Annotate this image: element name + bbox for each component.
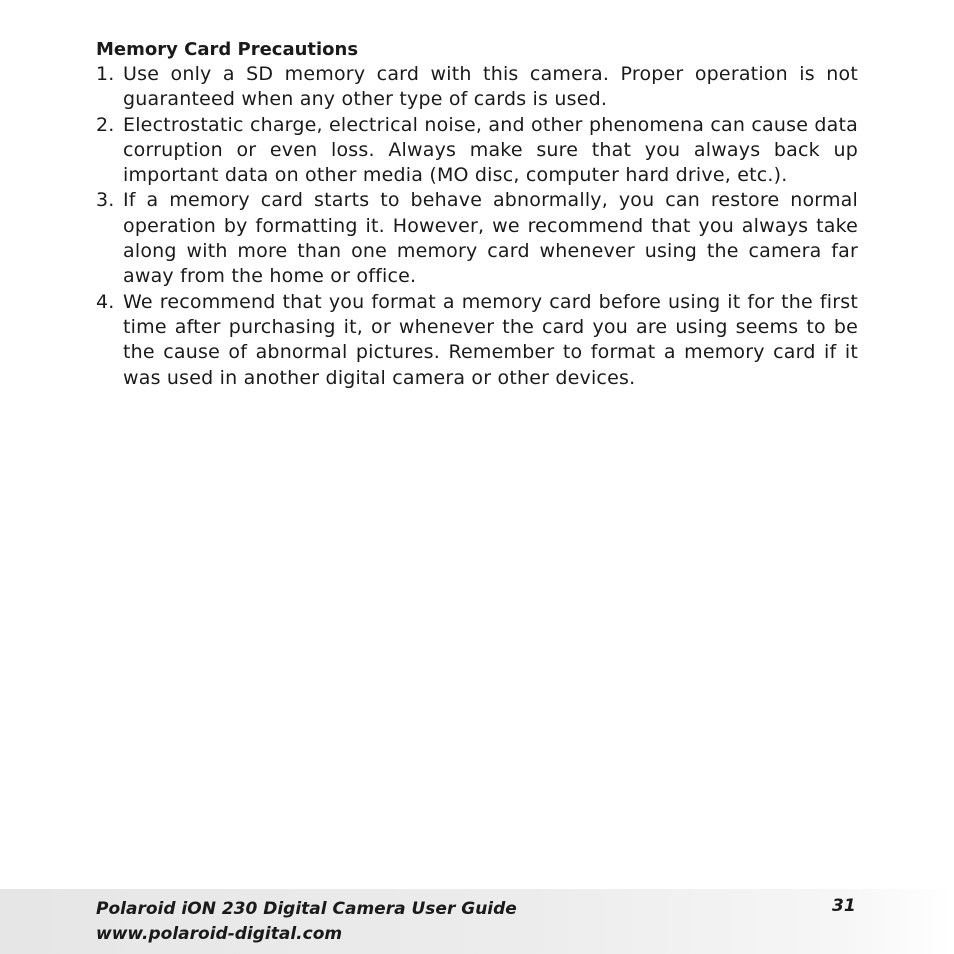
precaution-item-2 — [96, 113, 858, 189]
precaution-text: Use only a SD memory card with this camera. Proper operation is not guaranteed when any other type of cards is used. — [123, 63, 858, 111]
precaution-item-3 — [96, 188, 858, 289]
guide-title: Polaroid iON 230 Digital Camera User Guide — [96, 899, 517, 919]
precaution-item-4 — [96, 290, 858, 391]
page-content — [96, 37, 858, 391]
list-number: 2. — [96, 113, 115, 136]
precaution-text: Electrostatic charge, electrical noise, and other phenomena can cause data corruption or even loss. Always make sure that you always back up important data on other media (MO disc, computer hard drive, etc.). — [123, 113, 858, 187]
list-number: 4. — [96, 290, 115, 313]
section-title: Memory Card Precautions — [96, 39, 359, 60]
website-url: www.polaroid-digital.com — [96, 924, 343, 944]
page-footer — [0, 889, 954, 954]
precautions-list — [96, 62, 858, 391]
list-number: 3. — [96, 189, 115, 212]
precaution-item-1 — [96, 62, 858, 113]
list-number: 1. — [96, 63, 115, 85]
page-number: 31 — [832, 896, 856, 916]
precaution-text: If a memory card starts to behave abnormally, you can restore normal operation by formatting it. However, we recommend that you always take along with more than one memory card whenever using the camera far away from the home or office. — [123, 189, 858, 288]
precaution-text: We recommend that you format a memory card before using it for the first time after purchasing it, or whenever the card you are using seems to be the cause of abnormal pictures. Remember to format a memory card if it was used in another digital camera or other devices. — [123, 290, 858, 389]
